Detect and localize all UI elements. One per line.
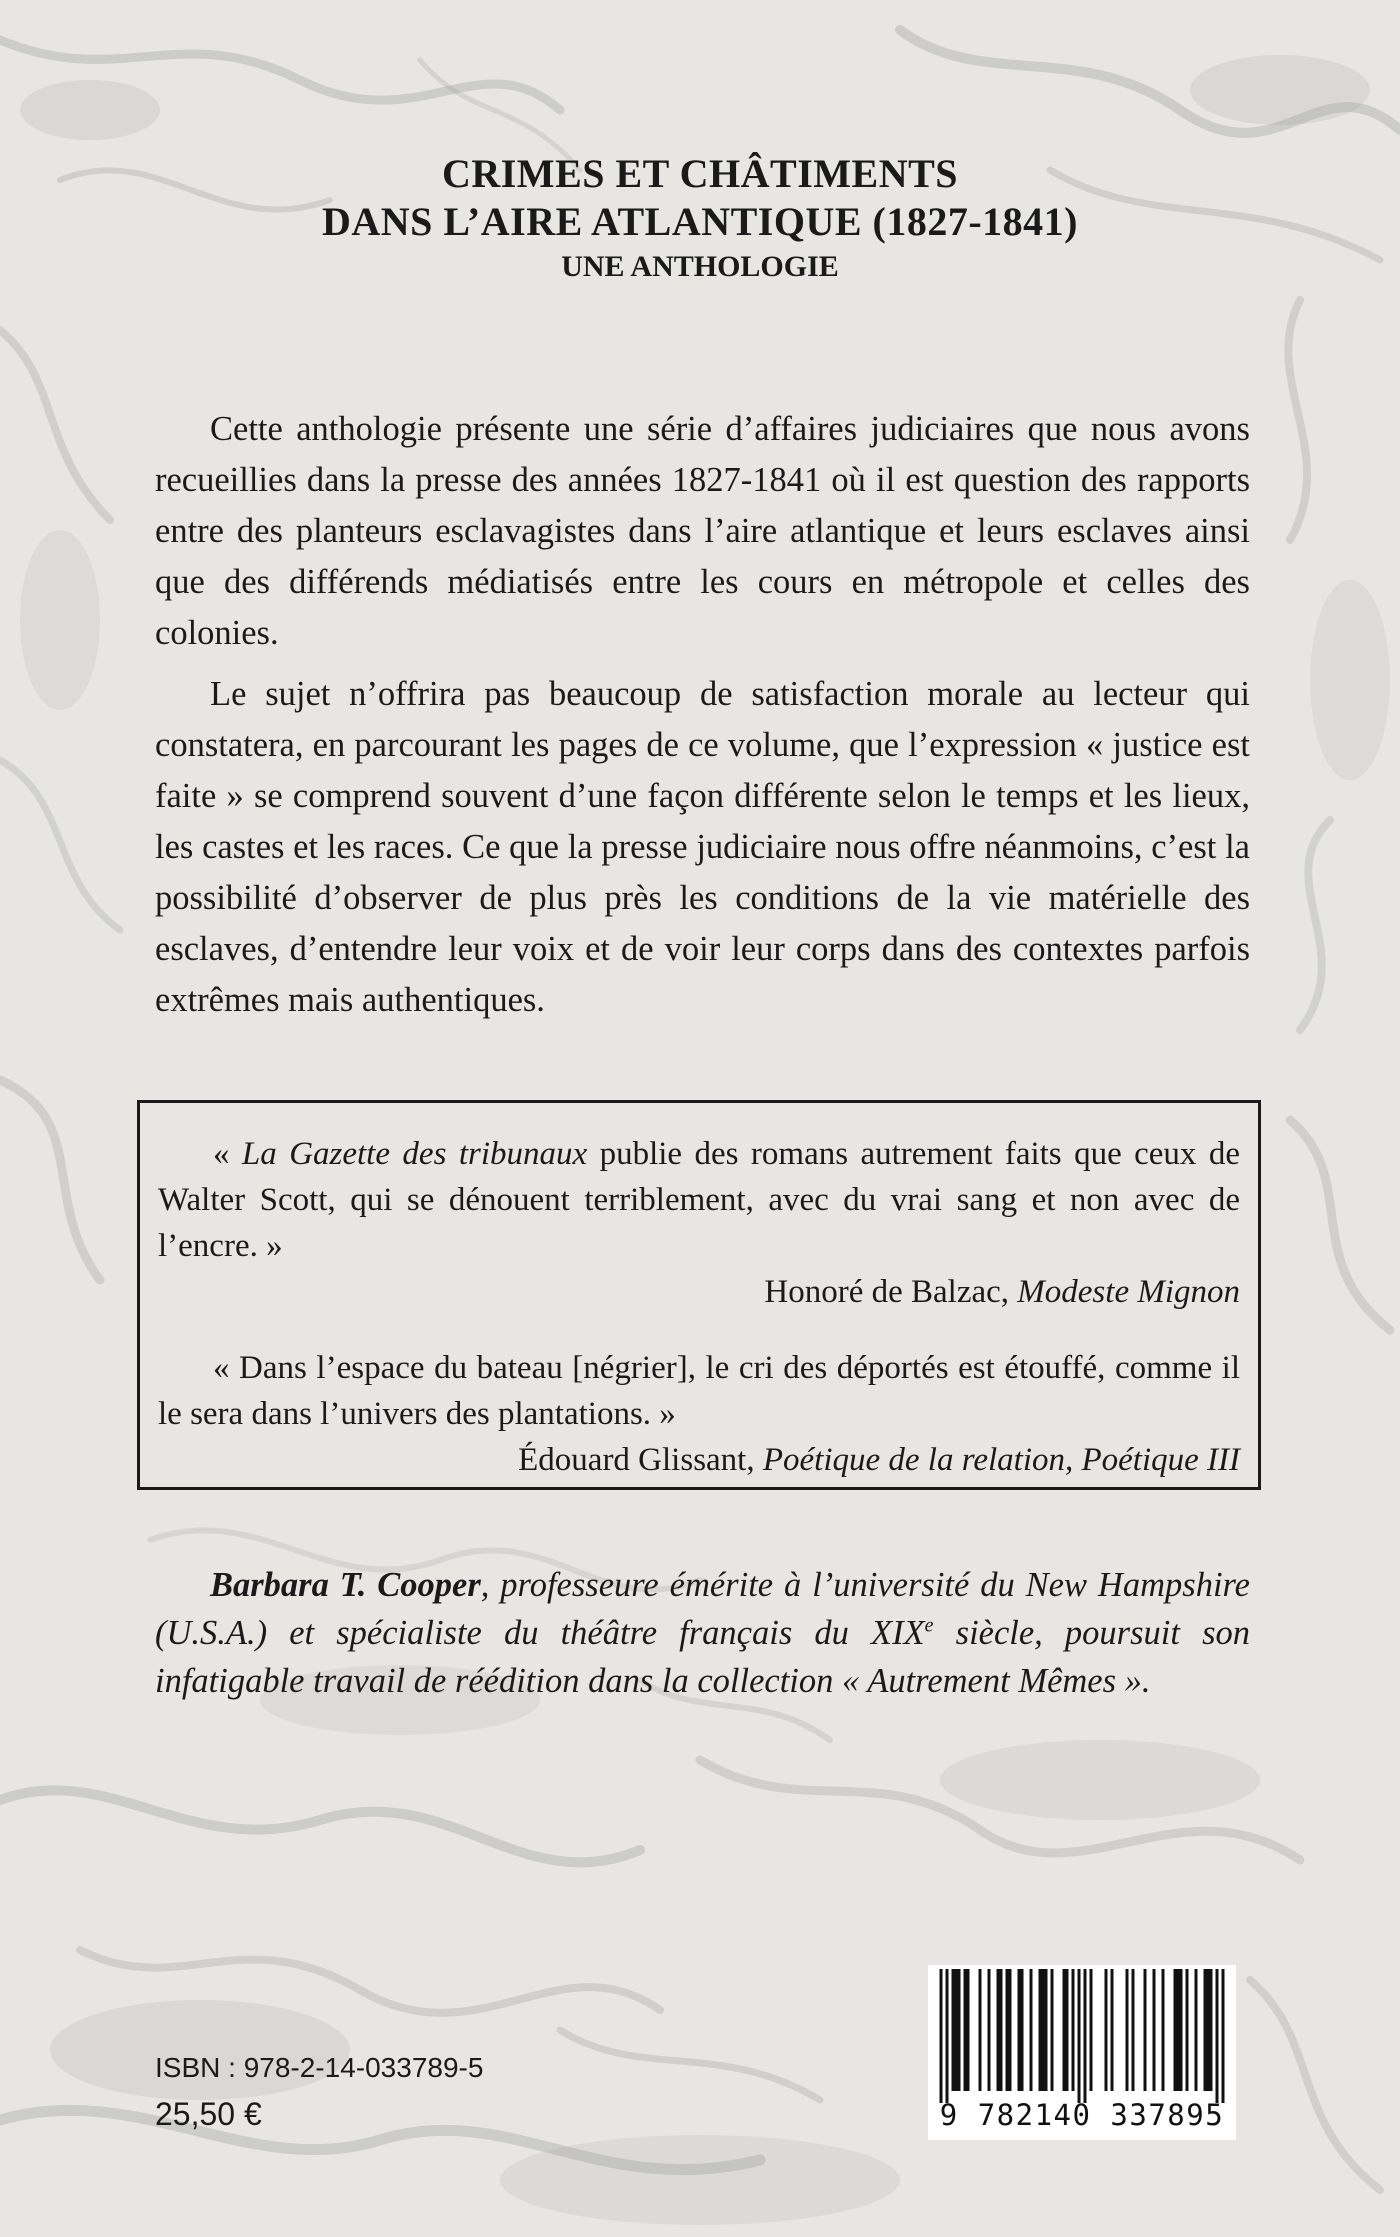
barcode-bar [1066, 1969, 1069, 2091]
barcode-bar [1090, 1969, 1093, 2091]
barcode-bar [1132, 1969, 1135, 2091]
author-bio-text-end: siècle, poursuit son infatigable travail de réédition dans la collection « Autrement Mêmes ». [155, 1614, 1251, 1700]
quote-open-mark: « [213, 1136, 242, 1172]
barcode-bar [1195, 1969, 1198, 2091]
barcode-bar [940, 1969, 943, 2103]
barcode-bar [1111, 1969, 1114, 2091]
barcode-bar [997, 1969, 1000, 2091]
barcode-bar [1000, 1969, 1003, 2091]
quote-author: Honoré de Balzac, [764, 1274, 1018, 1310]
barcode-bar [1210, 1969, 1213, 2091]
barcode-bar [1042, 1969, 1045, 2091]
book-title-line-2: DANS L’AIRE ATLANTIQUE (1827-1841) [322, 199, 1078, 244]
barcode-bar [1078, 1969, 1081, 2103]
blurb [155, 404, 1250, 1036]
quote-body: publie des romans autrement faits que ceux de Walter Scott, qui se dénouent terriblement, avec du vrai sang et non avec de l’encre. » [158, 1136, 1240, 1264]
barcode-bar [958, 1969, 961, 2091]
barcode-bar [1039, 1969, 1042, 2091]
barcode-bar [1153, 1969, 1156, 2091]
author-bio [155, 1561, 1250, 1705]
barcode-bar [1174, 1969, 1177, 2091]
barcode-bar [952, 1969, 955, 2091]
blurb-paragraph: Le sujet n’offrira pas beaucoup de satisfaction morale au lecteur qui constatera, en parcourant les pages de ce volume, que l’expression « justice est faite » se comprend souvent d’une façon différente selon le temps et les lieux, les castes et les races. Ce que la presse judiciaire nous offre néanmoins, c’est la possibilité d’observer de plus près les conditions de la vie matérielle des esclaves, d’entendre leur voix et de voir leur corps dans des contextes parfois extrêmes mais authentiques. [155, 675, 1250, 1019]
barcode-bar [1162, 1969, 1165, 2091]
author-name: Barbara T. Cooper [210, 1566, 481, 1604]
barcode-bar [1105, 1969, 1108, 2091]
barcode-bar [1216, 1969, 1219, 2103]
quote-box [137, 1100, 1261, 1490]
barcode-bar [1051, 1969, 1054, 2091]
quote-italic-title: La Gazette des tribunaux [241, 1136, 588, 1172]
quote-work: Poétique de la relation, Poétique III [762, 1442, 1240, 1478]
barcode-bar [1204, 1969, 1207, 2091]
book-subtitle: UNE ANTHOLOGIE [561, 250, 839, 283]
author-bio-text: , professeure émérite à l’université du New Hampshire (U.S.A.) et spécialiste du théâtre français du XIX [155, 1566, 1250, 1652]
barcode-bar [964, 1969, 967, 2091]
barcode-bar [1207, 1969, 1210, 2091]
blurb-paragraph: Cette anthologie présente une série d’affaires judiciaires que nous avons recueillies dans la presse des années 1827-1841 où il est question des rapports entre des planteurs esclavagistes dans l’aire atlantique et leurs esclaves ainsi que des différends médiatisés entre les cours en métropole et celles des colonies. [155, 410, 1250, 652]
quote-text [158, 1131, 1240, 1269]
barcode-bar [1018, 1969, 1021, 2091]
century-superscript: e [924, 1614, 934, 1637]
barcode-bar [988, 1969, 991, 2091]
barcode-bar [1006, 1969, 1009, 2091]
barcode-bar [1084, 1969, 1087, 2103]
barcode-bar [1072, 1969, 1075, 2091]
barcode-bar [955, 1969, 958, 2091]
barcode-digits: 9 782140 337895 [939, 2098, 1225, 2132]
barcode-bars [928, 1965, 1236, 2105]
quote-author: Édouard Glissant, [518, 1442, 763, 1478]
barcode-bar [946, 1969, 949, 2103]
isbn: ISBN : 978-2-14-033789-5 [155, 2052, 484, 2083]
quote-work: Modeste Mignon [1017, 1274, 1240, 1310]
barcode-bar [1180, 1969, 1183, 2091]
barcode-bar [1186, 1969, 1189, 2091]
quote-text: « Dans l’espace du bateau [négrier], le cri des déportés est étouffé, comme il le sera dans l’univers des plantations. » [158, 1350, 1240, 1432]
price: 25,50 € [155, 2096, 262, 2132]
barcode-bar [1021, 1969, 1024, 2091]
barcode-bar [1009, 1969, 1012, 2091]
barcode-bar [967, 1969, 970, 2091]
barcode-bar [1045, 1969, 1048, 2091]
barcode-bar [1144, 1969, 1147, 2091]
quote-attribution [158, 1437, 1240, 1483]
barcode-bar [1030, 1969, 1033, 2091]
book-title-line-1: CRIMES ET CHÂTIMENTS [441, 151, 959, 196]
barcode-bar [1063, 1969, 1066, 2091]
barcode-bar [1126, 1969, 1129, 2091]
publication-info [155, 2045, 483, 2137]
title-block [100, 150, 1300, 286]
barcode-bar [1177, 1969, 1180, 2091]
barcode-bar [1222, 1969, 1225, 2103]
quote-attribution [158, 1269, 1240, 1315]
barcode-bar [979, 1969, 982, 2091]
barcode [928, 1965, 1236, 2140]
